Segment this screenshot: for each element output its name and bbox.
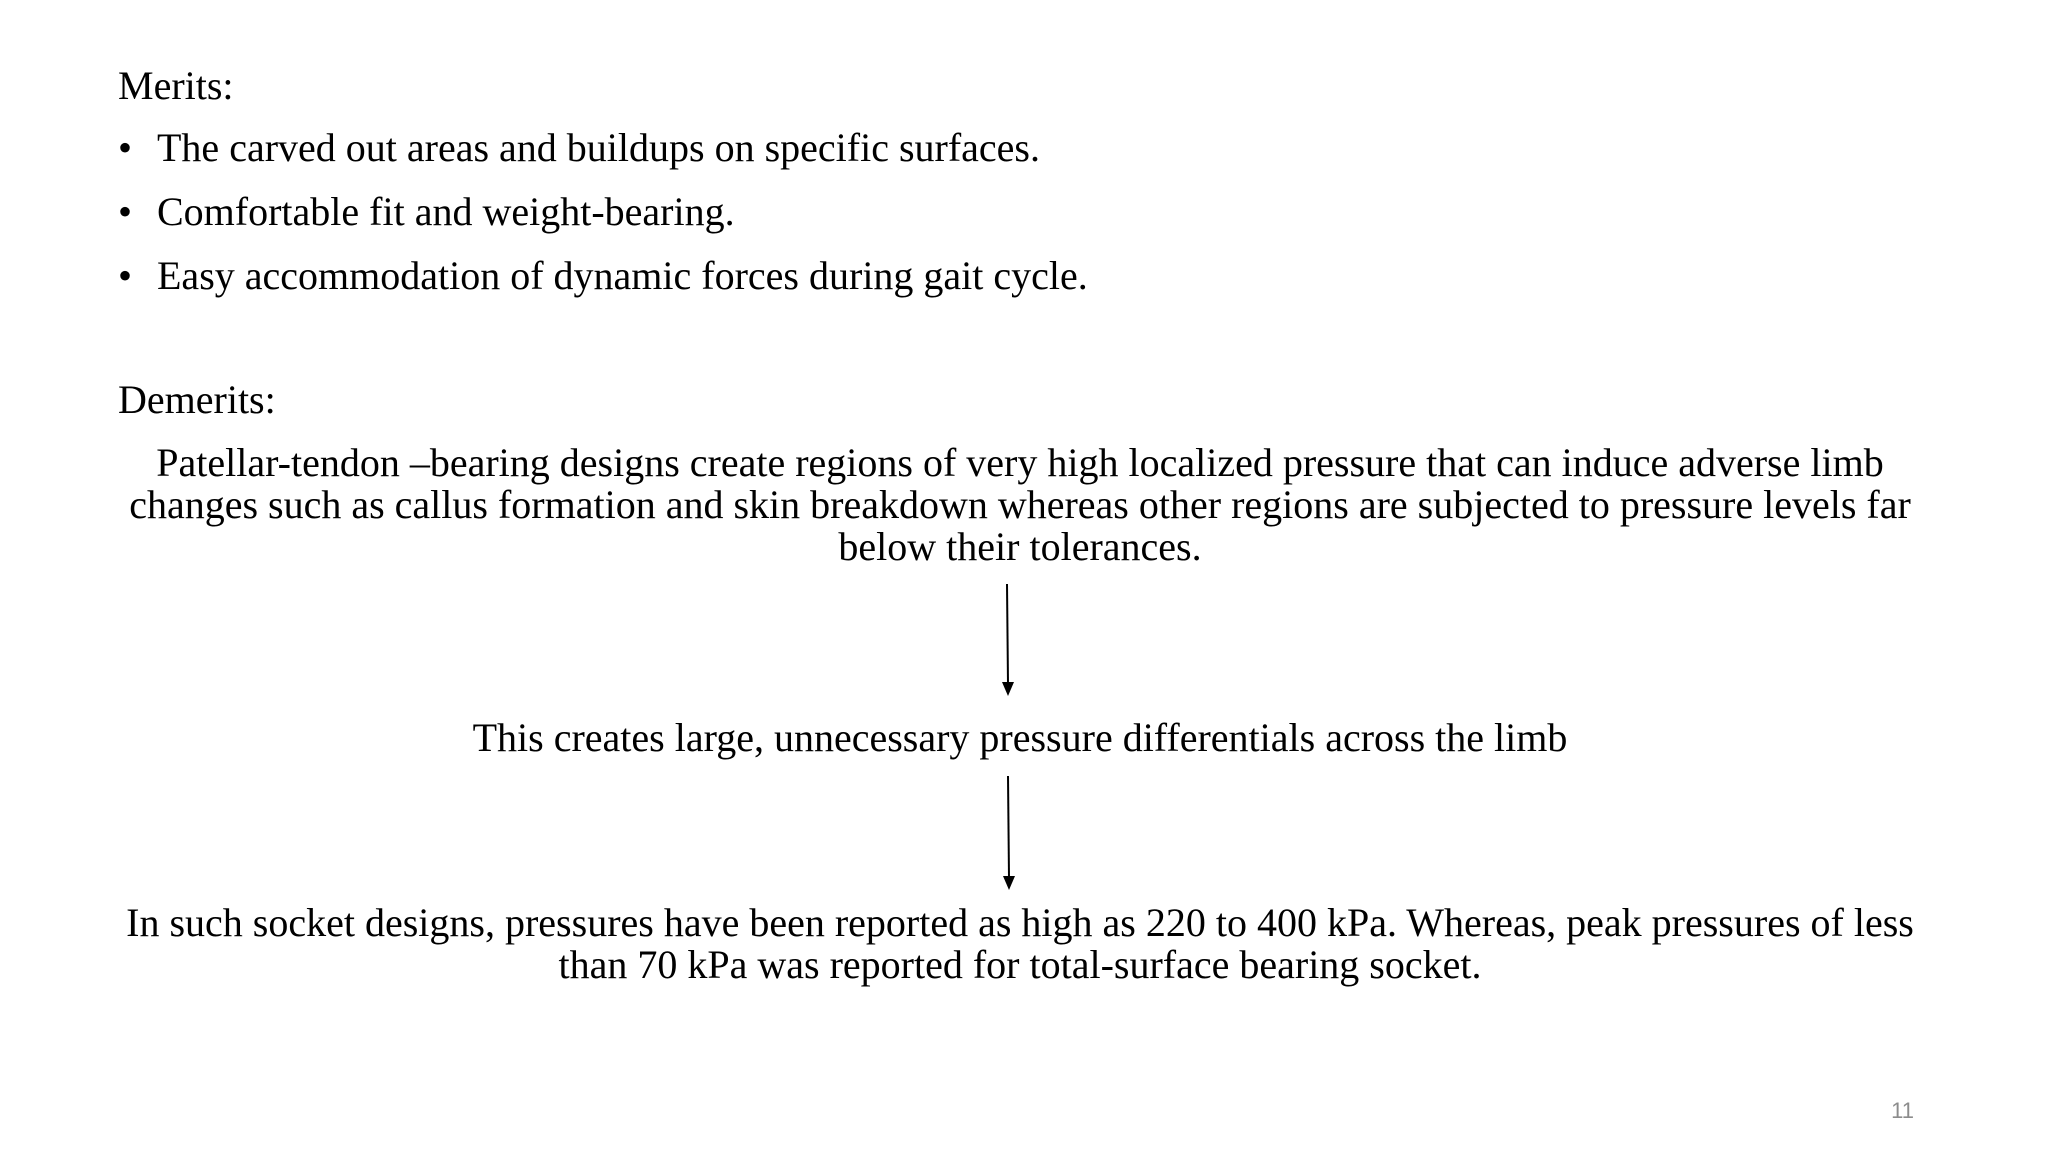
merits-list-item	[118, 252, 1088, 300]
page-number: 11	[1891, 1098, 1914, 1123]
merits-list-item	[118, 188, 1088, 236]
merits-item-text: The carved out areas and buildups on specific surfaces.	[157, 125, 1040, 170]
down-arrow-icon	[998, 584, 1018, 696]
merits-item-text: Comfortable fit and weight-bearing.	[157, 189, 735, 234]
merits-list-item	[118, 124, 1088, 172]
merits-heading: Merits:	[118, 63, 234, 108]
demerits-heading: Demerits:	[118, 377, 276, 422]
bullet-icon: •	[118, 189, 133, 234]
bullet-icon: •	[118, 253, 133, 298]
demerits-paragraph: Patellar-tendon –bearing designs create regions of very high localized pressure that can induce adverse limb changes such as callus formation and skin breakdown whereas other regions are subjected to pressure levels far below their tolerances.	[129, 440, 1911, 569]
merits-item-text: Easy accommodation of dynamic forces during gait cycle.	[157, 253, 1088, 298]
bullet-icon: •	[118, 125, 133, 170]
pressure-differential-text: This creates large, unnecessary pressure differentials across the limb	[472, 715, 1568, 760]
merits-list	[118, 124, 1088, 316]
down-arrow-icon	[999, 776, 1019, 890]
conclusion-paragraph: In such socket designs, pressures have been reported as high as 220 to 400 kPa. Whereas, peak pressures of less than 70 kPa was reported for total-surface bearing socket.	[126, 900, 1914, 987]
